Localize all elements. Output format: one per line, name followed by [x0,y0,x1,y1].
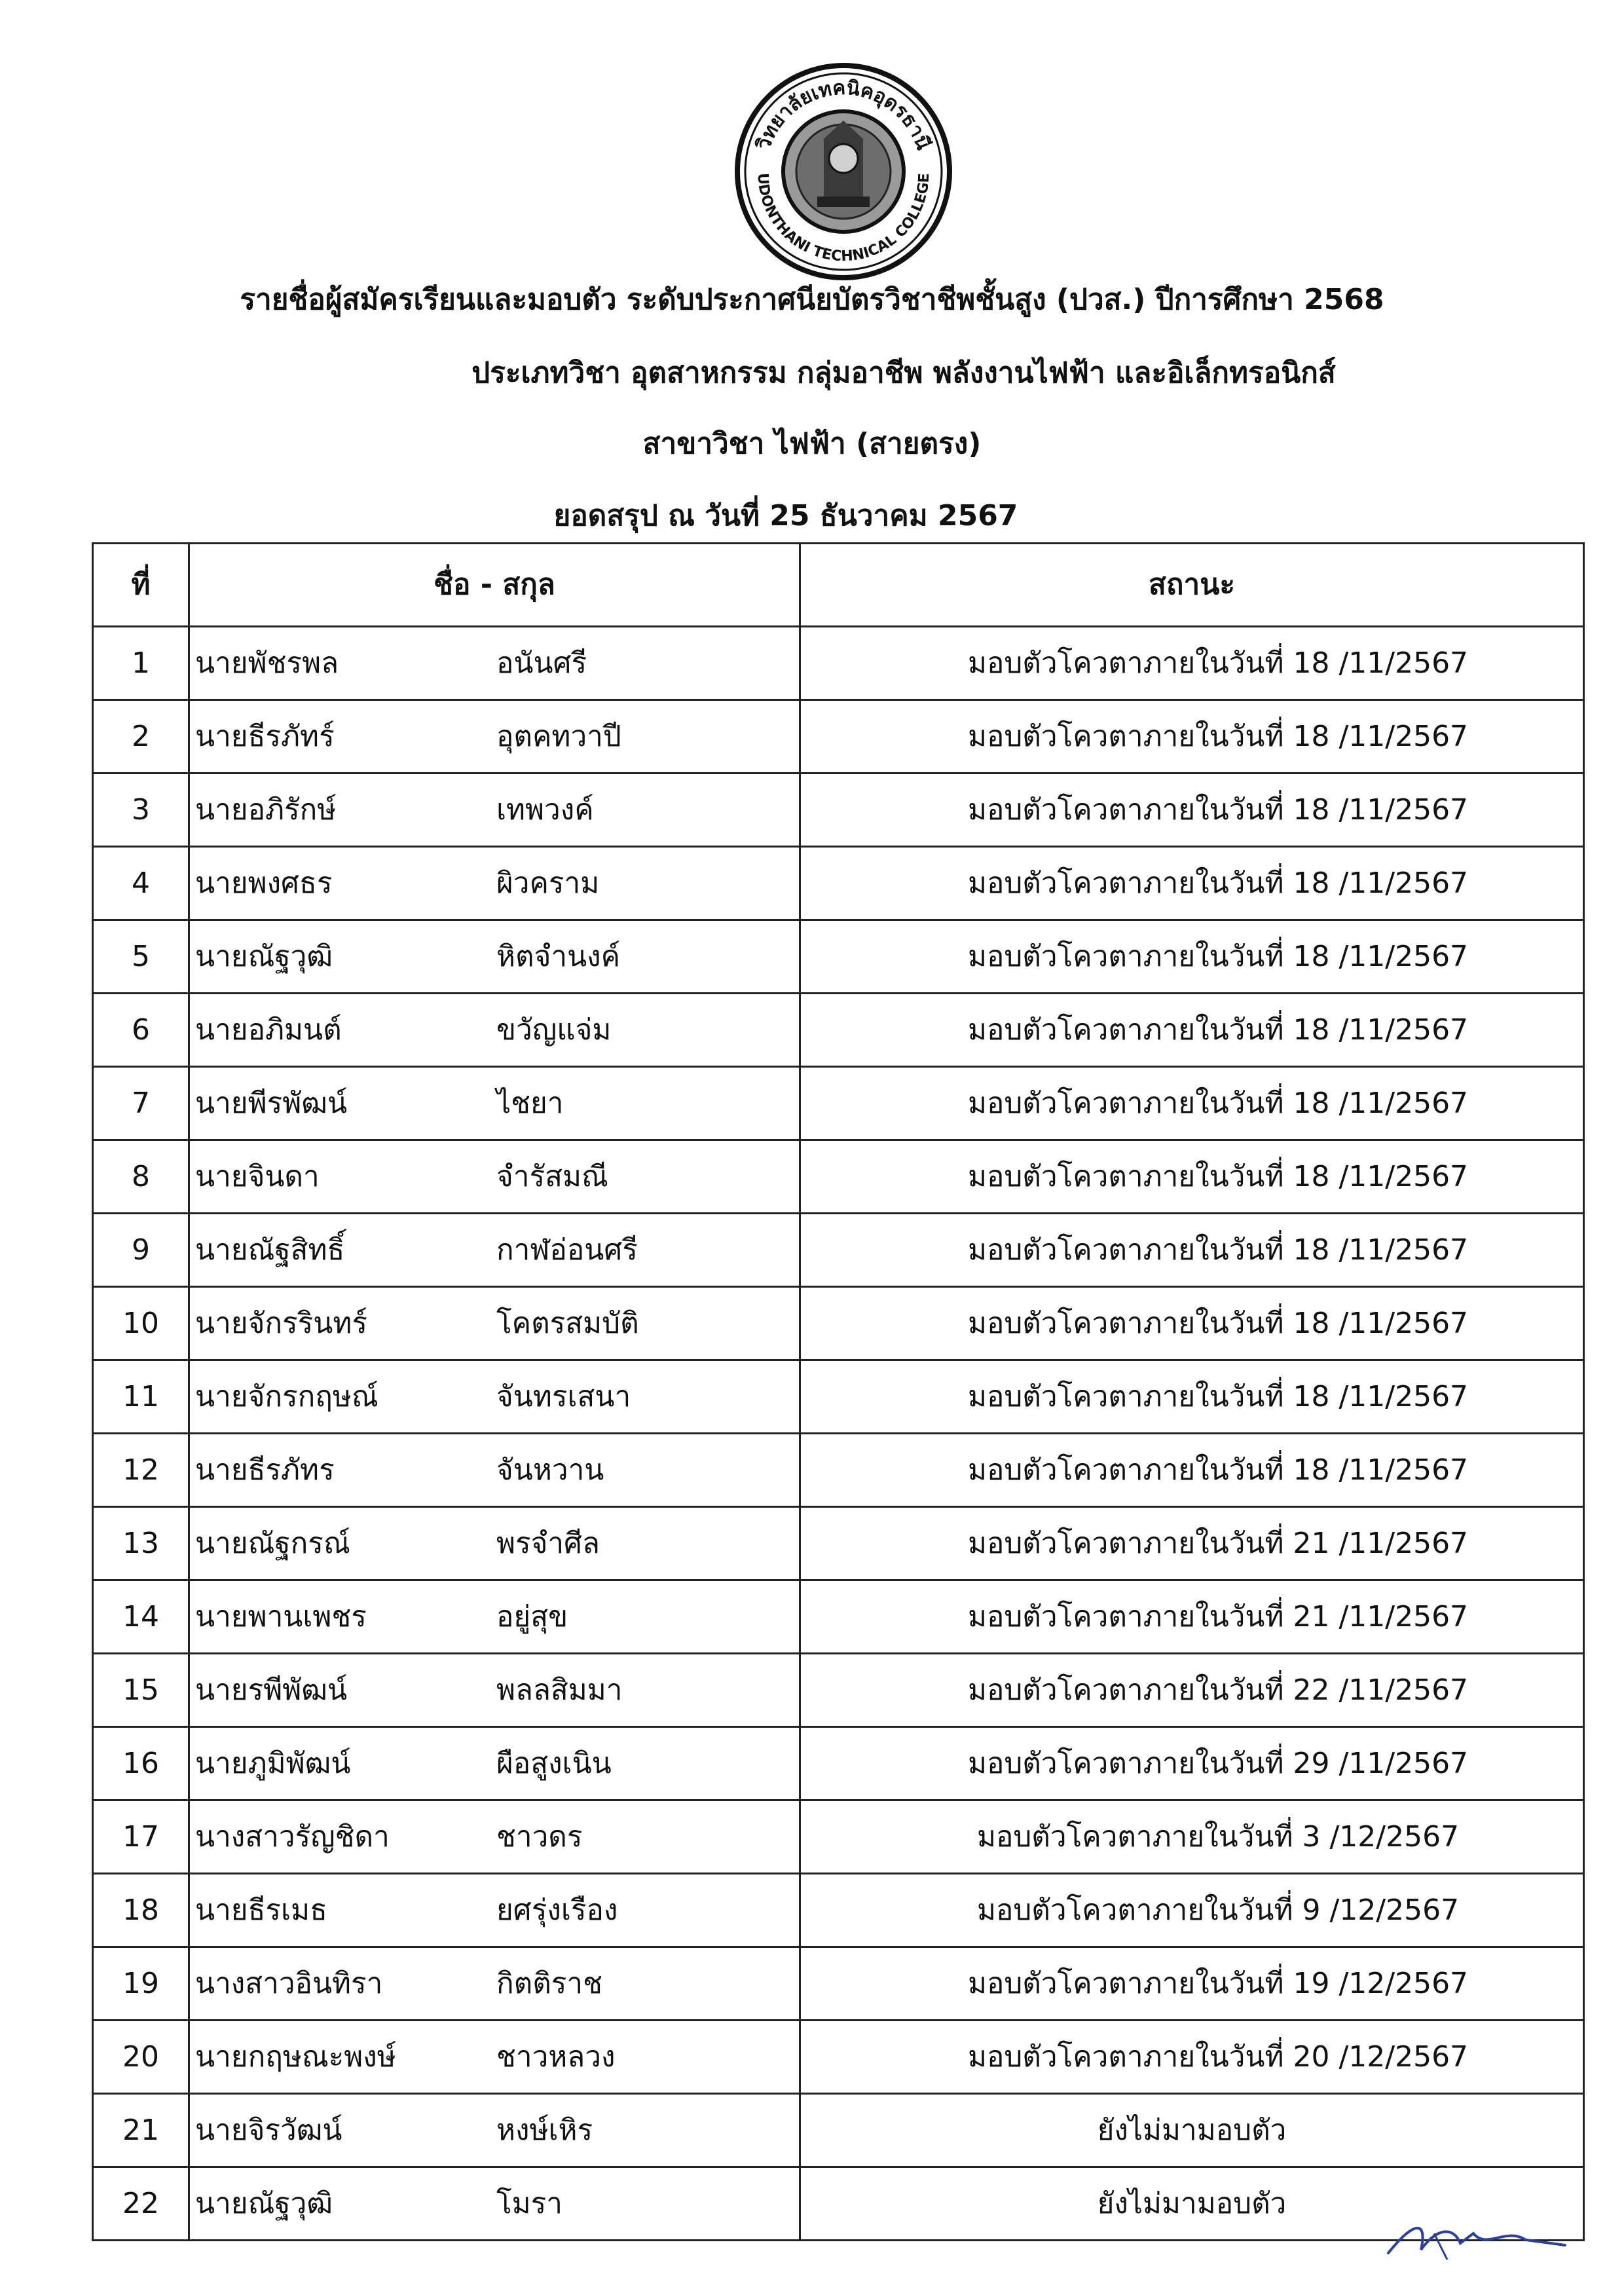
name-cell [189,1580,800,1654]
table-row [93,1434,1584,1507]
first-name: นายณัฐวุฒิ [195,2187,333,2220]
first-name: นายจักรรินทร์ [195,1307,367,1340]
name-cell [189,1947,800,2021]
status-text: มอบตัวโควตาภายในวันที่ 21 /11/2567 [967,1600,1469,1633]
row-number: 3 [93,774,189,847]
program-type-line: ประเภทวิชา อุตสาหกรรม กลุ่มอาชีพ พลังงานไฟฟ้า และอิเล็กทรอนิกส์ [471,356,1336,390]
row-number: 14 [93,1580,189,1654]
last-name: ชาวหลวง [496,2040,616,2074]
row-number: 9 [93,1214,189,1287]
table-row [93,1800,1584,1874]
name-cell [189,1140,800,1214]
last-name: อนันศรี [496,646,587,680]
first-name: นายณัฐสิทธิ์ [195,1233,345,1267]
summary-date-line: ยอดสรุป ณ วันที่ 25 ธันวาคม 2567 [553,499,1018,532]
row-number: 21 [93,2094,189,2167]
name-cell [189,1507,800,1580]
table-body [93,627,1584,2241]
last-name: กาฬอ่อนศรี [496,1233,638,1267]
first-name: นายจิรวัฒน์ [195,2114,342,2147]
name-cell [189,920,800,994]
status-text: มอบตัวโควตาภายในวันที่ 18 /11/2567 [967,867,1469,900]
header-no: ที่ [93,544,189,627]
first-name: นางสาวอินทิรา [195,1967,383,2000]
table-row [93,1287,1584,1360]
name-cell [189,627,800,700]
name-cell [189,1214,800,1287]
status-text: มอบตัวโควตาภายในวันที่ 18 /11/2567 [967,1233,1469,1267]
last-name: อุตคทวาปี [496,720,621,753]
table-row [93,627,1584,700]
status-cell [800,1360,1584,1434]
status-text: มอบตัวโควตาภายในวันที่ 20 /12/2567 [967,2040,1469,2074]
status-cell [800,1067,1584,1140]
table-row [93,994,1584,1067]
status-text: มอบตัวโควตาภายในวันที่ 18 /11/2567 [967,940,1469,973]
status-text: ยังไม่มามอบตัว [1097,2187,1287,2220]
row-number: 10 [93,1287,189,1360]
status-text: มอบตัวโควตาภายในวันที่ 22 /11/2567 [967,1673,1469,1707]
row-number: 1 [93,627,189,700]
table-row [93,1874,1584,1947]
row-number: 17 [93,1800,189,1874]
name-cell [189,1654,800,1727]
row-number: 2 [93,700,189,774]
status-cell [800,1434,1584,1507]
table-row [93,1654,1584,1727]
status-text: มอบตัวโควตาภายในวันที่ 9 /12/2567 [976,1893,1460,1927]
last-name: โคตรสมบัติ [496,1307,639,1340]
row-number: 20 [93,2021,189,2094]
last-name: จำรัสมณี [496,1160,608,1193]
name-cell [189,847,800,920]
table-row [93,1947,1584,2021]
status-cell [800,1874,1584,1947]
first-name: นายณัฐวุฒิ [195,940,333,973]
header-status: สถานะ [800,544,1584,627]
table-row [93,1140,1584,1214]
first-name: นายภูมิพัฒน์ [195,1747,351,1780]
table-row [93,1507,1584,1580]
table-row [93,1067,1584,1140]
name-cell [189,1800,800,1874]
row-number: 12 [93,1434,189,1507]
status-text: มอบตัวโควตาภายในวันที่ 18 /11/2567 [967,1380,1469,1413]
last-name: กิตติราช [496,1967,602,2000]
table-row [93,2094,1584,2167]
last-name: ไชยา [496,1087,564,1120]
table-row [93,2021,1584,2094]
applicant-table [92,542,1585,2241]
row-number: 19 [93,1947,189,2021]
status-text: มอบตัวโควตาภายในวันที่ 18 /11/2567 [967,1307,1469,1340]
seal-top-text: วิทยาลัยเทคนิคอุดรธานี [752,76,935,153]
row-number: 6 [93,994,189,1067]
status-text: มอบตัวโควตาภายในวันที่ 18 /11/2567 [967,1087,1469,1120]
table-row [93,847,1584,920]
last-name: อยู่สุข [496,1600,568,1633]
first-name: นายพีรพัฒน์ [195,1087,348,1120]
row-number: 11 [93,1360,189,1434]
status-cell [800,2021,1584,2094]
table-header-row [93,544,1584,627]
header-name: ชื่อ - สกุล [189,544,800,627]
first-name: นายจักรกฤษณ์ [195,1380,378,1413]
row-number: 7 [93,1067,189,1140]
first-name: นายกฤษณะพงษ์ [195,2040,396,2074]
row-number: 5 [93,920,189,994]
row-number: 15 [93,1654,189,1727]
table-row [93,1214,1584,1287]
name-cell [189,1360,800,1434]
status-cell [800,1140,1584,1214]
signature-mark [1375,2214,1572,2266]
row-number: 13 [93,1507,189,1580]
table-row [93,1360,1584,1434]
row-number: 18 [93,1874,189,1947]
last-name: หงษ์เหิร [496,2114,593,2147]
status-text: มอบตัวโควตาภายในวันที่ 3 /12/2567 [976,1820,1460,1854]
status-cell [800,1727,1584,1800]
name-cell [189,994,800,1067]
last-name: พรจำศีล [496,1527,600,1560]
status-cell [800,2094,1584,2167]
last-name: จันทรเสนา [496,1380,631,1413]
status-cell [800,994,1584,1067]
name-cell [189,1067,800,1140]
status-cell [800,1800,1584,1874]
name-cell [189,700,800,774]
last-name: หิตจำนงค์ [496,940,621,973]
first-name: นายอภิรักษ์ [195,793,337,827]
last-name: โมรา [496,2187,563,2220]
major-line: สาขาวิชา ไฟฟ้า (สายตรง) [642,427,982,460]
last-name: ชาวดร [496,1820,583,1854]
name-cell [189,774,800,847]
table-row [93,774,1584,847]
last-name: ผือสูงเนิน [496,1747,612,1780]
document-title: รายชื่อผู้สมัครเรียนและมอบตัว ระดับประกาศนียบัตรวิชาชีพชั้นสูง (ปวส.) ปีการศึกษา 2568 [240,283,1384,316]
last-name: ผิวคราม [496,867,600,900]
status-cell [800,847,1584,920]
name-cell [189,1434,800,1507]
row-number: 22 [93,2167,189,2241]
status-cell [800,1947,1584,2021]
name-cell [189,1727,800,1800]
table-row [93,1727,1584,1800]
name-cell [189,1874,800,1947]
status-text: ยังไม่มามอบตัว [1097,2114,1287,2147]
college-seal [732,60,955,283]
first-name: นายธีรเมธ [195,1893,327,1927]
status-cell [800,627,1584,700]
status-text: มอบตัวโควตาภายในวันที่ 21 /11/2567 [967,1527,1469,1560]
status-cell [800,1654,1584,1727]
status-cell [800,700,1584,774]
status-text: มอบตัวโควตาภายในวันที่ 19 /12/2567 [967,1967,1469,2000]
last-name: จันหวาน [496,1453,604,1487]
first-name: นายพานเพชร [195,1600,367,1633]
name-cell [189,2167,800,2241]
row-number: 8 [93,1140,189,1214]
table-row [93,920,1584,994]
status-cell [800,920,1584,994]
status-text: มอบตัวโควตาภายในวันที่ 18 /11/2567 [967,720,1469,753]
seal-bottom-text: UDONTHANI TECHNICAL COLLEGE [754,172,933,265]
table-row [93,2167,1584,2241]
status-text: มอบตัวโควตาภายในวันที่ 18 /11/2567 [967,1013,1469,1047]
status-cell [800,1580,1584,1654]
table-row [93,700,1584,774]
first-name: นายพัชรพล [195,646,339,680]
first-name: นายณัฐกรณ์ [195,1527,350,1560]
first-name: นายจินดา [195,1160,320,1193]
status-text: มอบตัวโควตาภายในวันที่ 18 /11/2567 [967,1160,1469,1193]
status-cell [800,1287,1584,1360]
status-cell [800,774,1584,847]
last-name: พลลสิมมา [496,1673,623,1707]
last-name: ขวัญแจ่ม [496,1013,612,1047]
first-name: นายธีรภัทร์ [195,720,335,753]
status-text: มอบตัวโควตาภายในวันที่ 18 /11/2567 [967,1453,1469,1487]
name-cell [189,1287,800,1360]
status-text: มอบตัวโควตาภายในวันที่ 29 /11/2567 [967,1747,1469,1780]
table-row [93,1580,1584,1654]
name-cell [189,2094,800,2167]
name-cell [189,2021,800,2094]
status-text: มอบตัวโควตาภายในวันที่ 18 /11/2567 [967,646,1469,680]
row-number: 16 [93,1727,189,1800]
first-name: นายธีรภัทร [195,1453,335,1487]
first-name: นายพงศธร [195,867,333,900]
status-text: มอบตัวโควตาภายในวันที่ 18 /11/2567 [967,793,1469,827]
row-number: 4 [93,847,189,920]
last-name: ยศรุ่งเรือง [496,1893,618,1927]
status-cell [800,1214,1584,1287]
first-name: นางสาวรัญชิดา [195,1820,390,1854]
last-name: เทพวงค์ [496,793,594,827]
first-name: นายรพีพัฒน์ [195,1673,348,1707]
first-name: นายอภิมนต์ [195,1013,342,1047]
status-cell [800,1507,1584,1580]
